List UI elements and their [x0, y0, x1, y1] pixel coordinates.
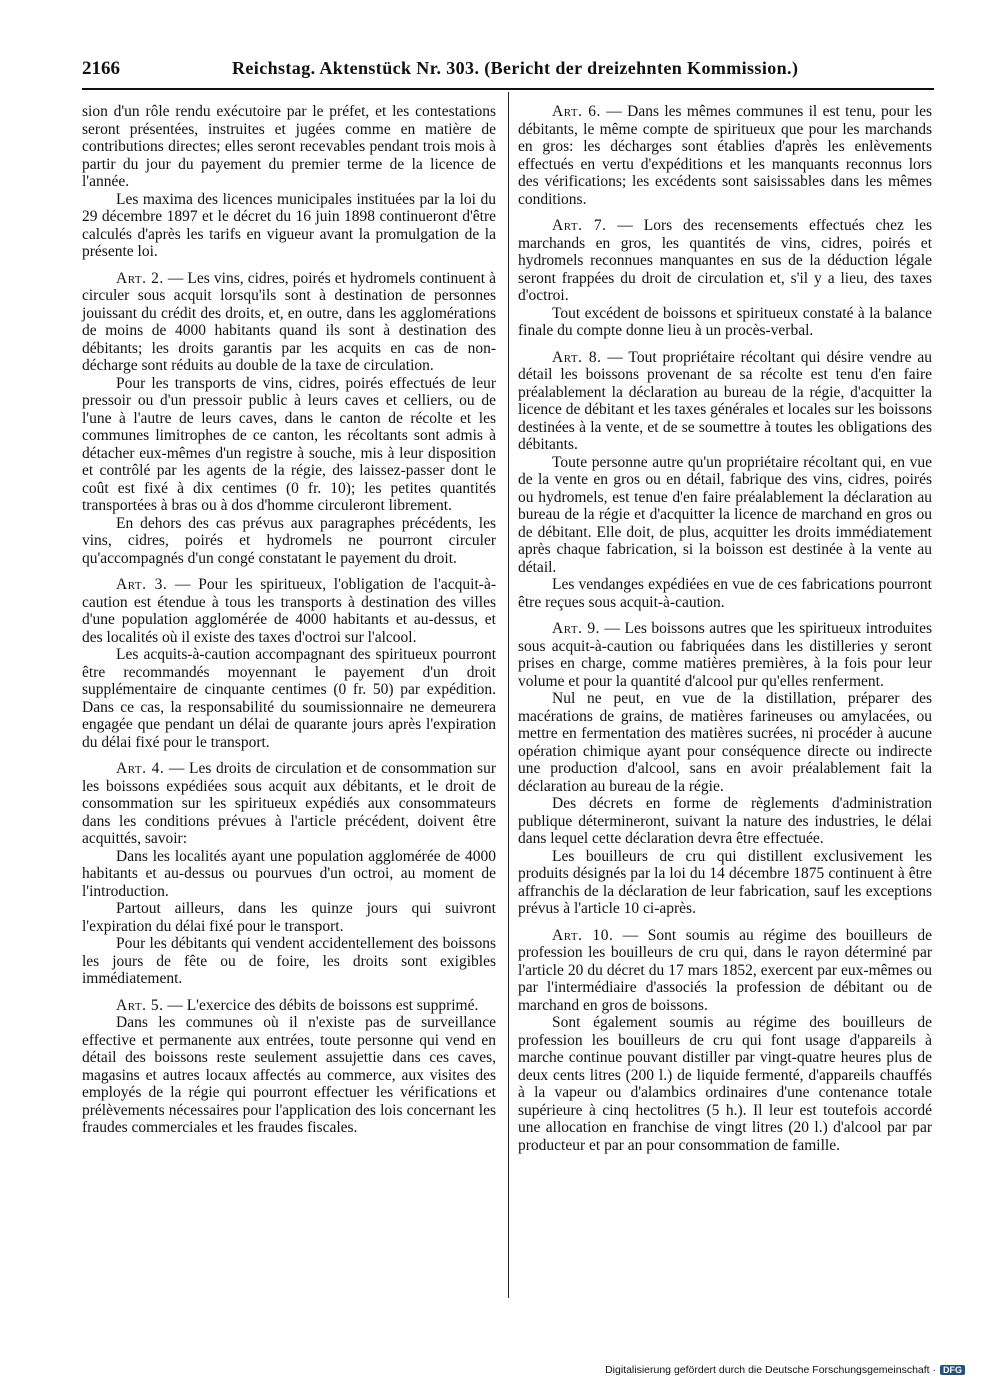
- article-label: Art. 10.: [552, 926, 614, 944]
- article-text: — Sont soumis au régime des bouilleurs de profession les bouilleurs de cru qui, dans le rayon déterminé par l'article 20 du décret du 17 mars 1852, exercent par eux-mêmes ou par l'intermédiaire d'associés la profession de débitant ou de marchand en gros de boissons.: [518, 926, 932, 1014]
- article-text: — Dans les mêmes communes il est tenu, pour les débitants, le même compte de spiritueux que pour les marchands en gros: les décharges sont établies d'après les enlèvements effectués en vertu d'expéditions et les manquants reconnus lors des vérifications; les excédents sont saisissables dans les mêmes conditions.: [518, 103, 932, 208]
- article-label: Art. 8.: [552, 348, 602, 366]
- article-text: — L'exercice des débits de boissons est supprimé.: [163, 996, 479, 1014]
- digitization-credit: [605, 1364, 965, 1376]
- credit-text: Digitalisierung gefördert durch die Deutsche Forschungsgemeinschaft ·: [605, 1364, 936, 1376]
- body-paragraph: En dehors des cas prévus aux paragraphes précédents, les vins, cidres, poirés et hydromels ne pourront circuler qu'accompagnés d'un congé constatant le payement du droit.: [82, 514, 496, 567]
- article-paragraph: [82, 576, 496, 646]
- page-header: [82, 54, 934, 90]
- article-paragraph: [518, 927, 932, 1015]
- article-label: Art. 7.: [552, 217, 607, 234]
- body-paragraph: Nul ne peut, en vue de la distillation, préparer des macérations de grains, de matières farineuses ou amylacées, ou mettre en fermentation des matières sucrées, ni procéder à aucune opération chimique ayant pour conséquence directe ou indirecte une production d'alcool, sans en avoir préalablement fait la déclaration au bureau de la régie.: [518, 690, 932, 795]
- body-paragraph: Partout ailleurs, dans les quinze jours qui suivront l'expiration du délai fixé pour le transport.: [82, 900, 496, 935]
- article-label: Art. 2.: [116, 269, 164, 287]
- body-paragraph: Toute personne autre qu'un propriétaire récoltant qui, en vue de la vente en gros ou en détail, fabrique des vins, cidres, poirés ou hydromels, est tenue d'en faire préalablement la déclaration au bureau de la régie et d'acquitter la licence de marchand en gros ou de débitant. Elle doit, de plus, acquitter les droits immédiatement après chaque fabrication, si la boisson est destinée à la vente au détail.: [518, 453, 932, 576]
- article-label: Art. 6.: [552, 103, 601, 120]
- article-text: — Les boissons autres que les spiritueux introduites sous acquit-à-caution ou fabriquées dans les distilleries y seront prises en charge, comme matières premières, à la fois pour leur volume et pour la quantité d'alcool pur qu'elles renferment.: [518, 620, 932, 690]
- body-paragraph: Pour les débitants qui vendent accidentellement des boissons les jours de fête ou de foire, les droits sont exigibles immédiatement.: [82, 935, 496, 987]
- dfg-logo: DFG: [940, 1365, 965, 1375]
- body-paragraph: Pour les transports de vins, cidres, poirés effectués de leur pressoir ou d'un pressoir public à leurs caves et celliers, ou de l'une à l'autre de leurs caves, dans le canton de récolte et les communes limitrophes de ce canton, les récoltants sont admis à détacher eux-mêmes d'un registre à souche, mis à leur disposition et contrôlé par les agents de la régie, des laissez-passer dont le coût est fixé à dix centimes (0 fr. 10); les petites quantités transportées à bras ou à dos d'homme circuleront librement.: [82, 374, 496, 514]
- article-text: — Tout propriétaire récoltant qui désire vendre au détail les boissons provenant de sa récolte est tenu d'en faire préalablement la déclaration au bureau de la régie, d'acquitter la licence de débitant et les taxes générales et locales sur les boissons destinées à la vente, et de se soumettre à toutes les obligations des débitants.: [518, 348, 932, 453]
- article-paragraph: [518, 349, 932, 454]
- body-paragraph: Sont également soumis au régime des bouilleurs de profession les bouilleurs de cru qui font usage d'appareils à marche continue pouvant distiller par vingt-quatre heures plus de deux cents litres (200 l.) de liquide fermenté, d'appareils chauffés à la vapeur ou d'alambics ordinaires d'une contenance totale supérieure à cinq hectolitres (5 h.). Il leur est toutefois accordé une allocation en franchise de vingt litres (20 l.) d'alcool par par producteur et par an pour consommation de famille.: [518, 1014, 932, 1154]
- page-number: 2166: [82, 58, 120, 79]
- body-paragraph: Les bouilleurs de cru qui distillent exclusivement les produits désignés par la loi du 14 décembre 1875 continuent à être affranchis de la déclaration de leur fabrication, sauf les exceptions prévus à l'article 10 ci-après.: [518, 847, 932, 917]
- article-text: — Les vins, cidres, poirés et hydromels continuent à circuler sous acquit lorsqu'ils sont à destination de personnes jouissant du crédit des droits, et, en outre, dans les agglomérations de moins de 4000 habitants quand ils sont à destination des débitants; les droits garantis par les acquits en cas de non-décharge sont réduits au double de la taxe de circulation.: [82, 269, 496, 374]
- article-label: Art. 5.: [116, 996, 164, 1014]
- body-paragraph: Les acquits-à-caution accompagnant des spiritueux pourront être recommandés moyennant le payement d'un droit supplémentaire de cinquante centimes (0 fr. 50) par expédition. Dans ce cas, la responsabilité du soumissionnaire ne demeurera engagée que pendant un délai de quarante jours après l'expiration du délai fixé pour le transport.: [82, 646, 496, 751]
- body-paragraph: Les maxima des licences municipales instituées par la loi du 29 décembre 1897 et le décret du 16 juin 1898 continueront d'être calculés d'après les tarifs en vigueur avant la promulgation de la présente loi.: [82, 190, 496, 260]
- article-text: — Lors des recensements effectués chez les marchands en gros, les quantités de vins, cidres, poirés et hydromels reconnues manquantes en sus de la déduction légale seront frappées du droit de circulation et, s'il y a lieu, des taxes d'octroi.: [518, 217, 932, 304]
- article-text: — Pour les spiritueux, l'obligation de l'acquit-à-caution est étendue à tous les transports à destination des villes d'une population agglomérée de 4000 habitants et au-dessus, et des localités où il existe des taxes d'octroi sur l'alcool.: [82, 576, 496, 646]
- article-paragraph: [82, 270, 496, 375]
- body-paragraph: Des décrets en forme de règlements d'administration publique détermineront, suivant la nature des industries, le délai dans lequel cette déclaration devra être effectuée.: [518, 795, 932, 847]
- right-column: [518, 103, 932, 1154]
- body-paragraph: Dans les communes où il n'existe pas de surveillance effective et permanente aux entrées, toute personne qui vend en détail des boissons reste seulement assujettie dans ces caves, magasins et autres locaux affectés au commerce, aux visites des employés de la régie qui pourront effectuer les vérifications et prélèvements nécessaires pour l'application des lois concernant les fraudes commerciales et les fraudes fiscales.: [82, 1014, 496, 1136]
- article-label: Art. 9.: [552, 620, 601, 637]
- body-paragraph: Tout excédent de boissons et spiritueux constaté à la balance finale du compte donne lieu à un procès-verbal.: [518, 304, 932, 339]
- running-head: Reichstag. Aktenstück Nr. 303. (Bericht der dreizehnten Kommission.): [232, 58, 799, 78]
- body-paragraph: Dans les localités ayant une population agglomérée de 4000 habitants et au-dessus ou pourvues d'un octroi, au moment de l'introduction.: [82, 847, 496, 900]
- article-text: — Les droits de circulation et de consommation sur les boissons expédiées sous acquit aux débitants, et le droit de consommation sur les spiritueux expédiés aux consommateurs dans les conditions prévues à l'article précédent, doivent être acquittés, savoir:: [82, 760, 496, 847]
- article-paragraph: [82, 997, 496, 1015]
- column-divider: [508, 92, 509, 1298]
- article-paragraph: [82, 760, 496, 848]
- article-label: Art. 3.: [116, 576, 168, 593]
- article-paragraph: [518, 217, 932, 305]
- article-paragraph: [518, 103, 932, 208]
- body-paragraph: Les vendanges expédiées en vue de ces fabrications pourront être reçues sous acquit-à-caution.: [518, 576, 932, 611]
- article-paragraph: [518, 620, 932, 690]
- left-column: [82, 103, 496, 1137]
- body-paragraph: sion d'un rôle rendu exécutoire par le préfet, et les contestations seront présentées, instruites et jugées comme en matière de contributions directes; elles seront recevables pendant trois mois à partir du jour du payement du premier terme de la licence de l'année.: [82, 103, 496, 190]
- article-label: Art. 4.: [116, 760, 165, 777]
